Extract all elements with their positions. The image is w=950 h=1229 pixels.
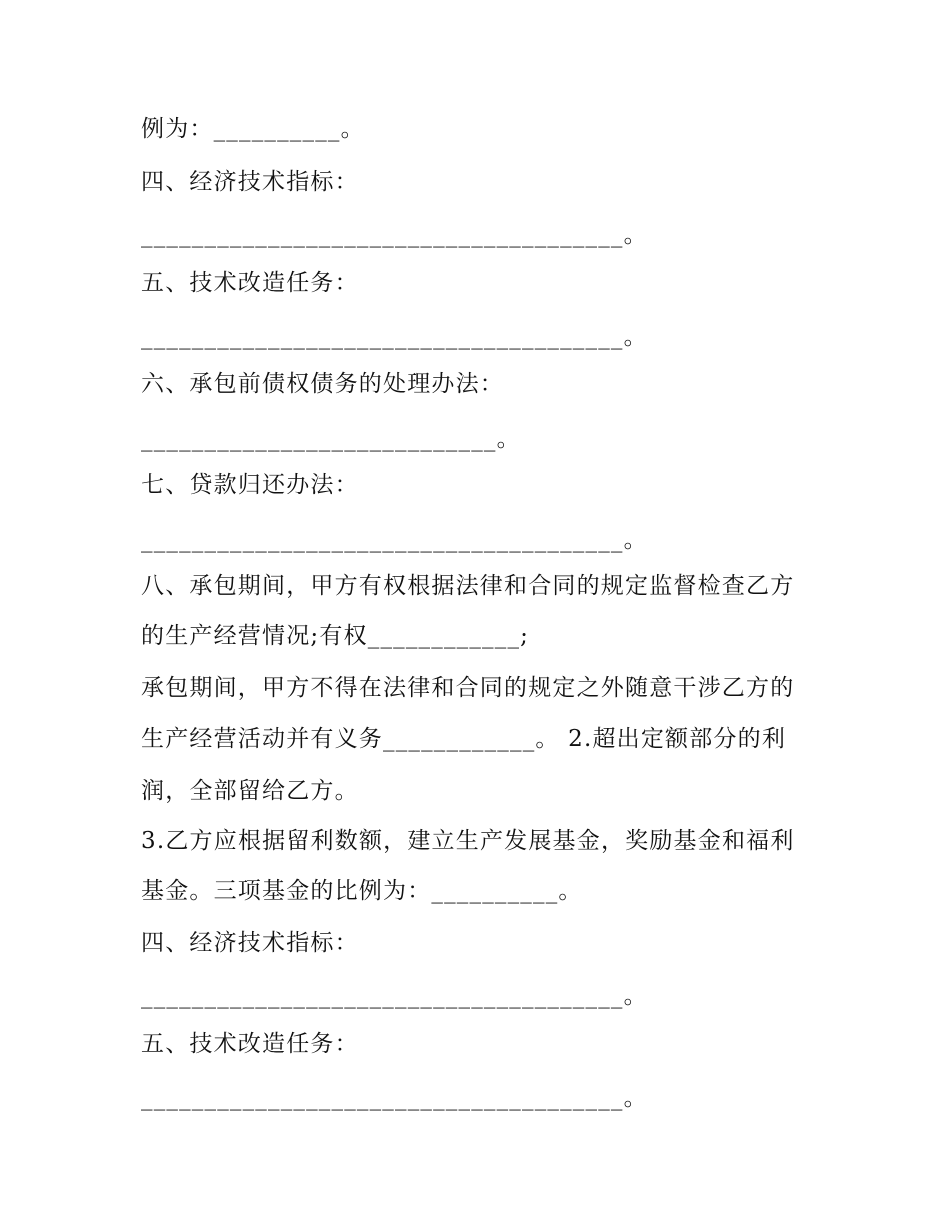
text-line: 四、经济技术指标： bbox=[141, 169, 359, 195]
text-line: 生产经营活动并有义务____________。 2.超出定额部分的利 bbox=[141, 726, 787, 752]
blank-line: ______________________________________。 bbox=[141, 324, 648, 350]
text-line: 七、贷款归还办法： bbox=[141, 472, 359, 498]
text-line: 基金。三项基金的比例为：__________。 bbox=[141, 878, 583, 904]
text-line: 五、技术改造任务： bbox=[141, 270, 359, 296]
text-line: 例为：__________。 bbox=[141, 116, 365, 142]
text-line: 的生产经营情况;有权____________; bbox=[141, 623, 530, 649]
blank-line: ______________________________________。 bbox=[141, 1085, 648, 1111]
blank-line: ______________________________________。 bbox=[141, 983, 648, 1009]
blank-line: ______________________________________。 bbox=[141, 222, 648, 248]
text-line: 承包期间，甲方不得在法律和合同的规定之外随意干涉乙方的 bbox=[141, 675, 795, 701]
text-line: 八、承包期间，甲方有权根据法律和合同的规定监督检查乙方 bbox=[141, 573, 795, 599]
text-line: 六、承包前债权债务的处理办法： bbox=[141, 371, 504, 397]
text-line: 四、经济技术指标： bbox=[141, 930, 359, 956]
blank-line: ______________________________________。 bbox=[141, 527, 648, 553]
text-line: 润，全部留给乙方。 bbox=[141, 778, 359, 804]
text-line: 3.乙方应根据留利数额，建立生产发展基金，奖励基金和福利 bbox=[141, 828, 795, 854]
blank-line: ____________________________。 bbox=[141, 426, 521, 452]
text-line: 五、技术改造任务： bbox=[141, 1031, 359, 1057]
